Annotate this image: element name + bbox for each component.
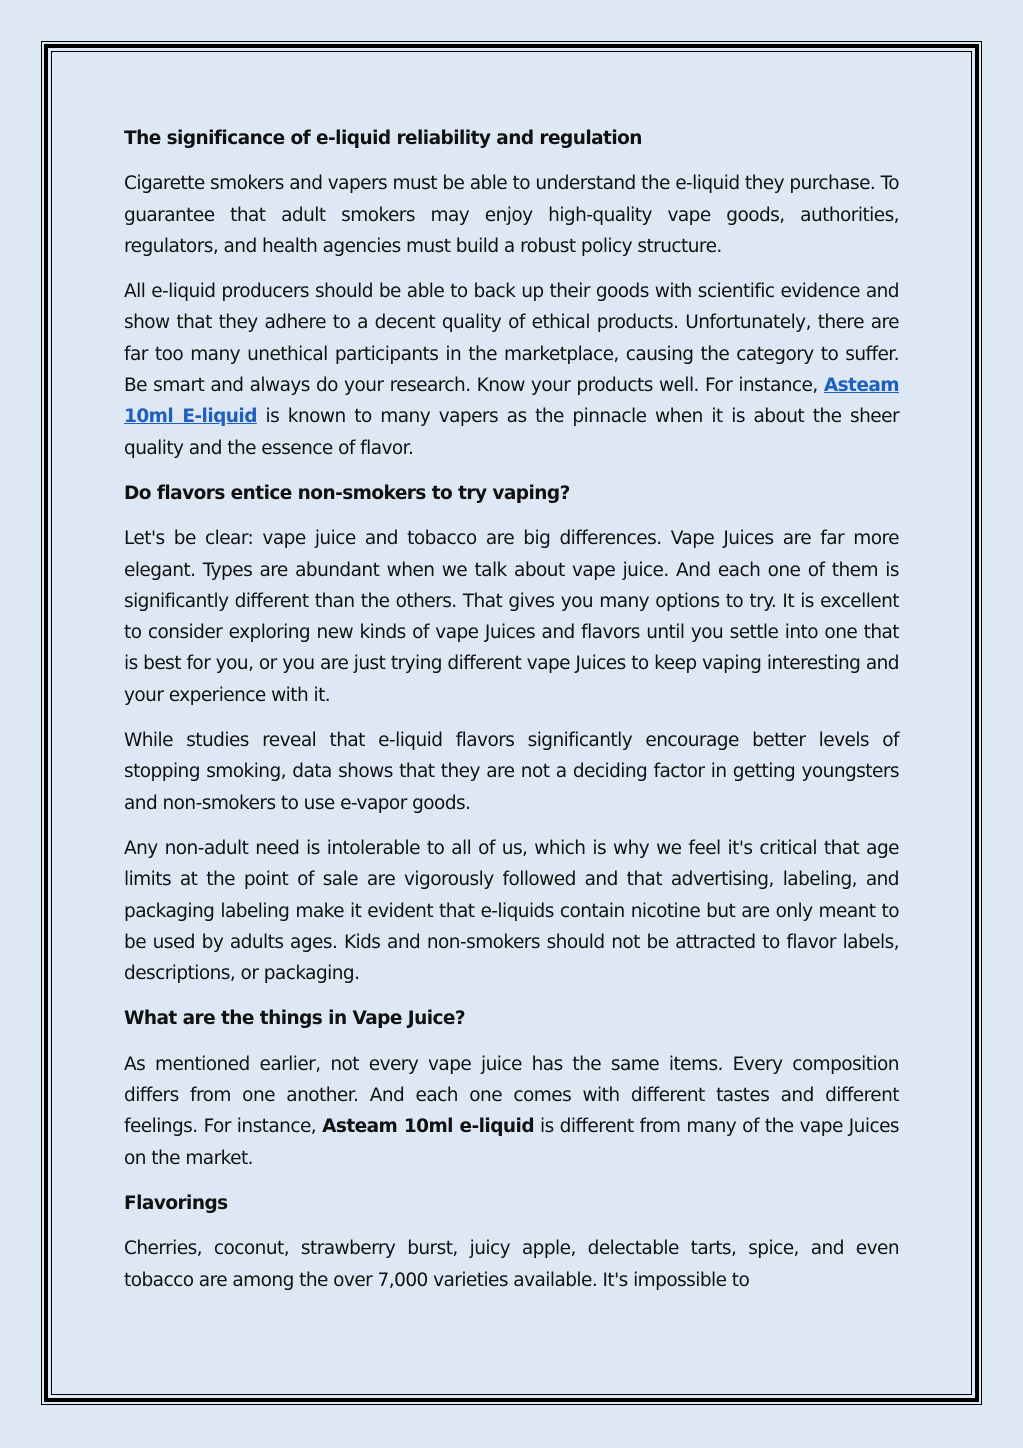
section-heading-flavors: Do flavors entice non-smokers to try vaping?: [124, 482, 570, 504]
paragraph-varieties: Cherries, coconut, strawberry burst, juicy apple, delectable tarts, spice, and even tobacco are among the over 7,000 varieties available. It's impossible to: [124, 1238, 899, 1291]
paragraph-text: As mentioned earlier, not every vape juice has the same items. Every composition differs from one another. And each one comes with different tastes and different feelings. For instance,: [124, 1053, 899, 1138]
paragraph-understand-eliquid: Cigarette smokers and vapers must be able to understand the e-liquid they purchase. To guarantee that adult smokers may enjoy high-quality vape goods, authorities, regulators, and health agencies must build a robust policy structure.: [124, 173, 899, 257]
paragraph-producers: [124, 276, 899, 464]
paragraph-text: All e-liquid producers should be able to back up their goods with scientific evidence and show that they adhere to a decent quality of ethical products. Unfortunately, there are far too many unethical participants in the marketplace, causing the category to suffer. Be smart and always do your research. Know your products well. For instance,: [124, 281, 899, 397]
asteam-eliquid-bold: Asteam 10ml e-liquid: [322, 1116, 535, 1138]
paragraph-age-limits: Any non-adult need is intolerable to all of us, which is why we feel it's critical that age limits at the point of sale are vigorously followed and that advertising, labeling, and packaging labeling make it evident that e-liquids contain nicotine but are only meant to be used by adults ages. Kids and non-smokers should not be attracted to flavor labels, descriptions, or packaging.: [124, 837, 899, 985]
section-heading-flavorings: Flavorings: [124, 1192, 228, 1214]
section-heading-ingredients: What are the things in Vape Juice?: [124, 1008, 466, 1030]
paragraph-composition: [124, 1049, 899, 1174]
asteam-eliquid-link[interactable]: Asteam 10ml E-liquid: [124, 375, 899, 428]
document-body: [124, 123, 899, 1310]
paragraph-studies: While studies reveal that e-liquid flavors significantly encourage better levels of stopping smoking, data shows that they are not a deciding factor in getting youngsters and non-smokers to use e-vapor goods.: [124, 730, 899, 814]
paragraph-vape-juice-differences: Let's be clear: vape juice and tobacco are big differences. Vape Juices are far more elegant. Types are abundant when we talk about vape juice. And each one of them is significantly different than the others. That gives you many options to try. It is excellent to consider exploring new kinds of vape Juices and flavors until you settle into one that is best for you, or you are just trying different vape Juices to keep vaping interesting and your experience with it.: [124, 528, 899, 706]
section-heading-reliability: The significance of e-liquid reliability and regulation: [124, 128, 642, 149]
paragraph-text: is known to many vapers as the pinnacle when it is about the sheer quality and the essence of flavor.: [124, 406, 900, 459]
paragraph-text: is different from many of the vape Juices on the market.: [124, 1116, 899, 1169]
